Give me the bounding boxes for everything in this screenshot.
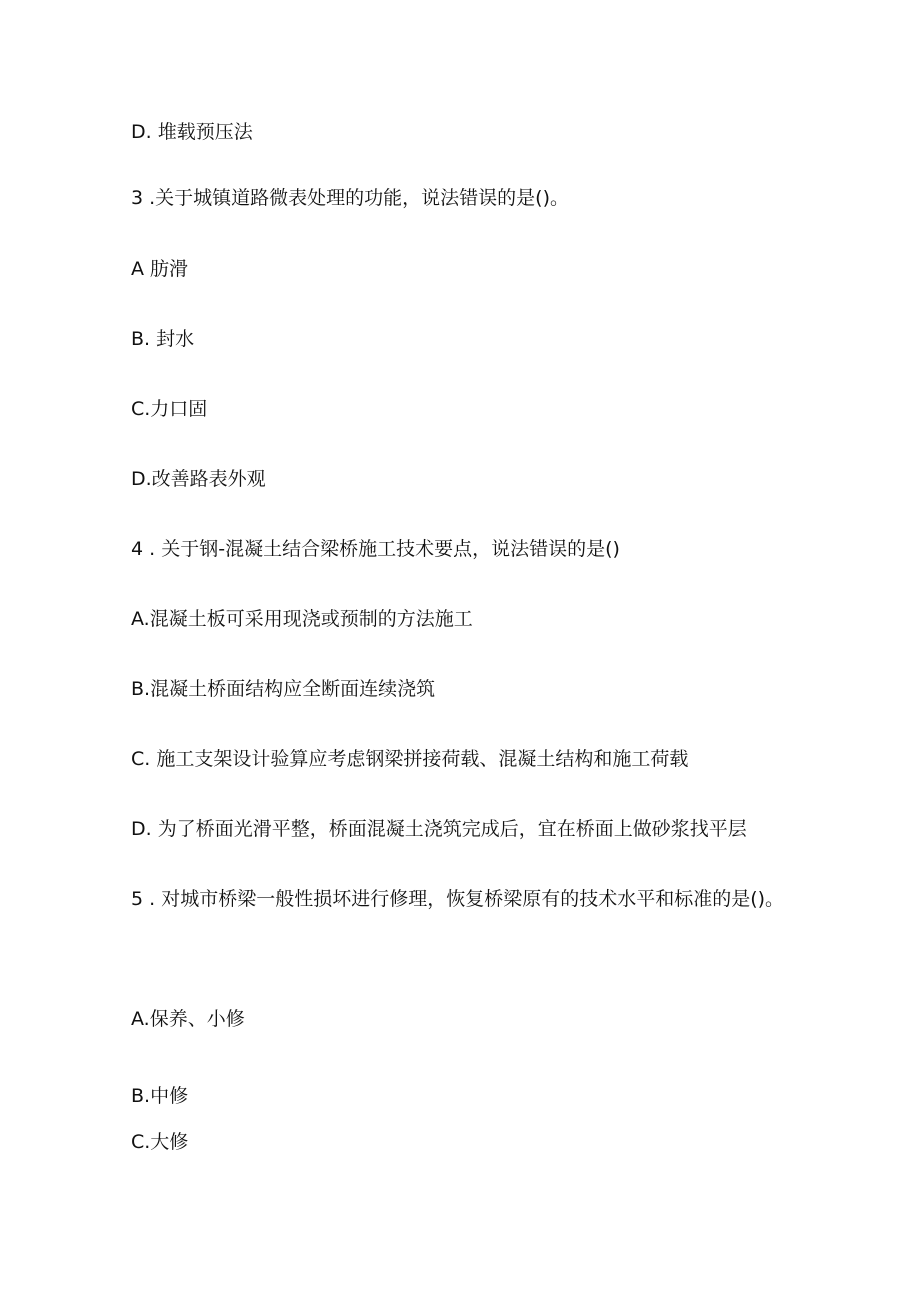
option-b-q3: B. 封水 — [131, 328, 195, 350]
question-3: 3 .关于城镇道路微表处理的功能，说法错误的是()。 — [131, 187, 569, 209]
option-c-q4: C. 施工支架设计验算应考虑钢梁拼接荷载、混凝土结构和施工荷载 — [131, 748, 689, 770]
option-b-q5: B.中修 — [131, 1085, 189, 1107]
option-c-q3: C.力口固 — [131, 398, 208, 420]
option-a-q4: A.混凝土板可采用现浇或预制的方法施工 — [131, 608, 473, 630]
option-c-q5: C.大修 — [131, 1131, 189, 1153]
option-d-q3: D.改善路表外观 — [131, 468, 266, 490]
option-b-q4: B.混凝土桥面结构应全断面连续浇筑 — [131, 678, 436, 700]
question-5: 5 . 对城市桥梁一般性损坏进行修理，恢复桥梁原有的技术水平和标准的是()。 — [131, 888, 785, 910]
option-d-q2: D. 堆载预压法 — [131, 121, 253, 143]
option-a-q3: A 肪滑 — [131, 258, 189, 280]
question-4: 4 . 关于钢-混凝土结合梁桥施工技术要点，说法错误的是() — [131, 538, 620, 560]
option-a-q5: A.保养、小修 — [131, 1008, 245, 1030]
option-d-q4: D. 为了桥面光滑平整，桥面混凝土浇筑完成后，宜在桥面上做砂浆找平层 — [131, 818, 747, 840]
